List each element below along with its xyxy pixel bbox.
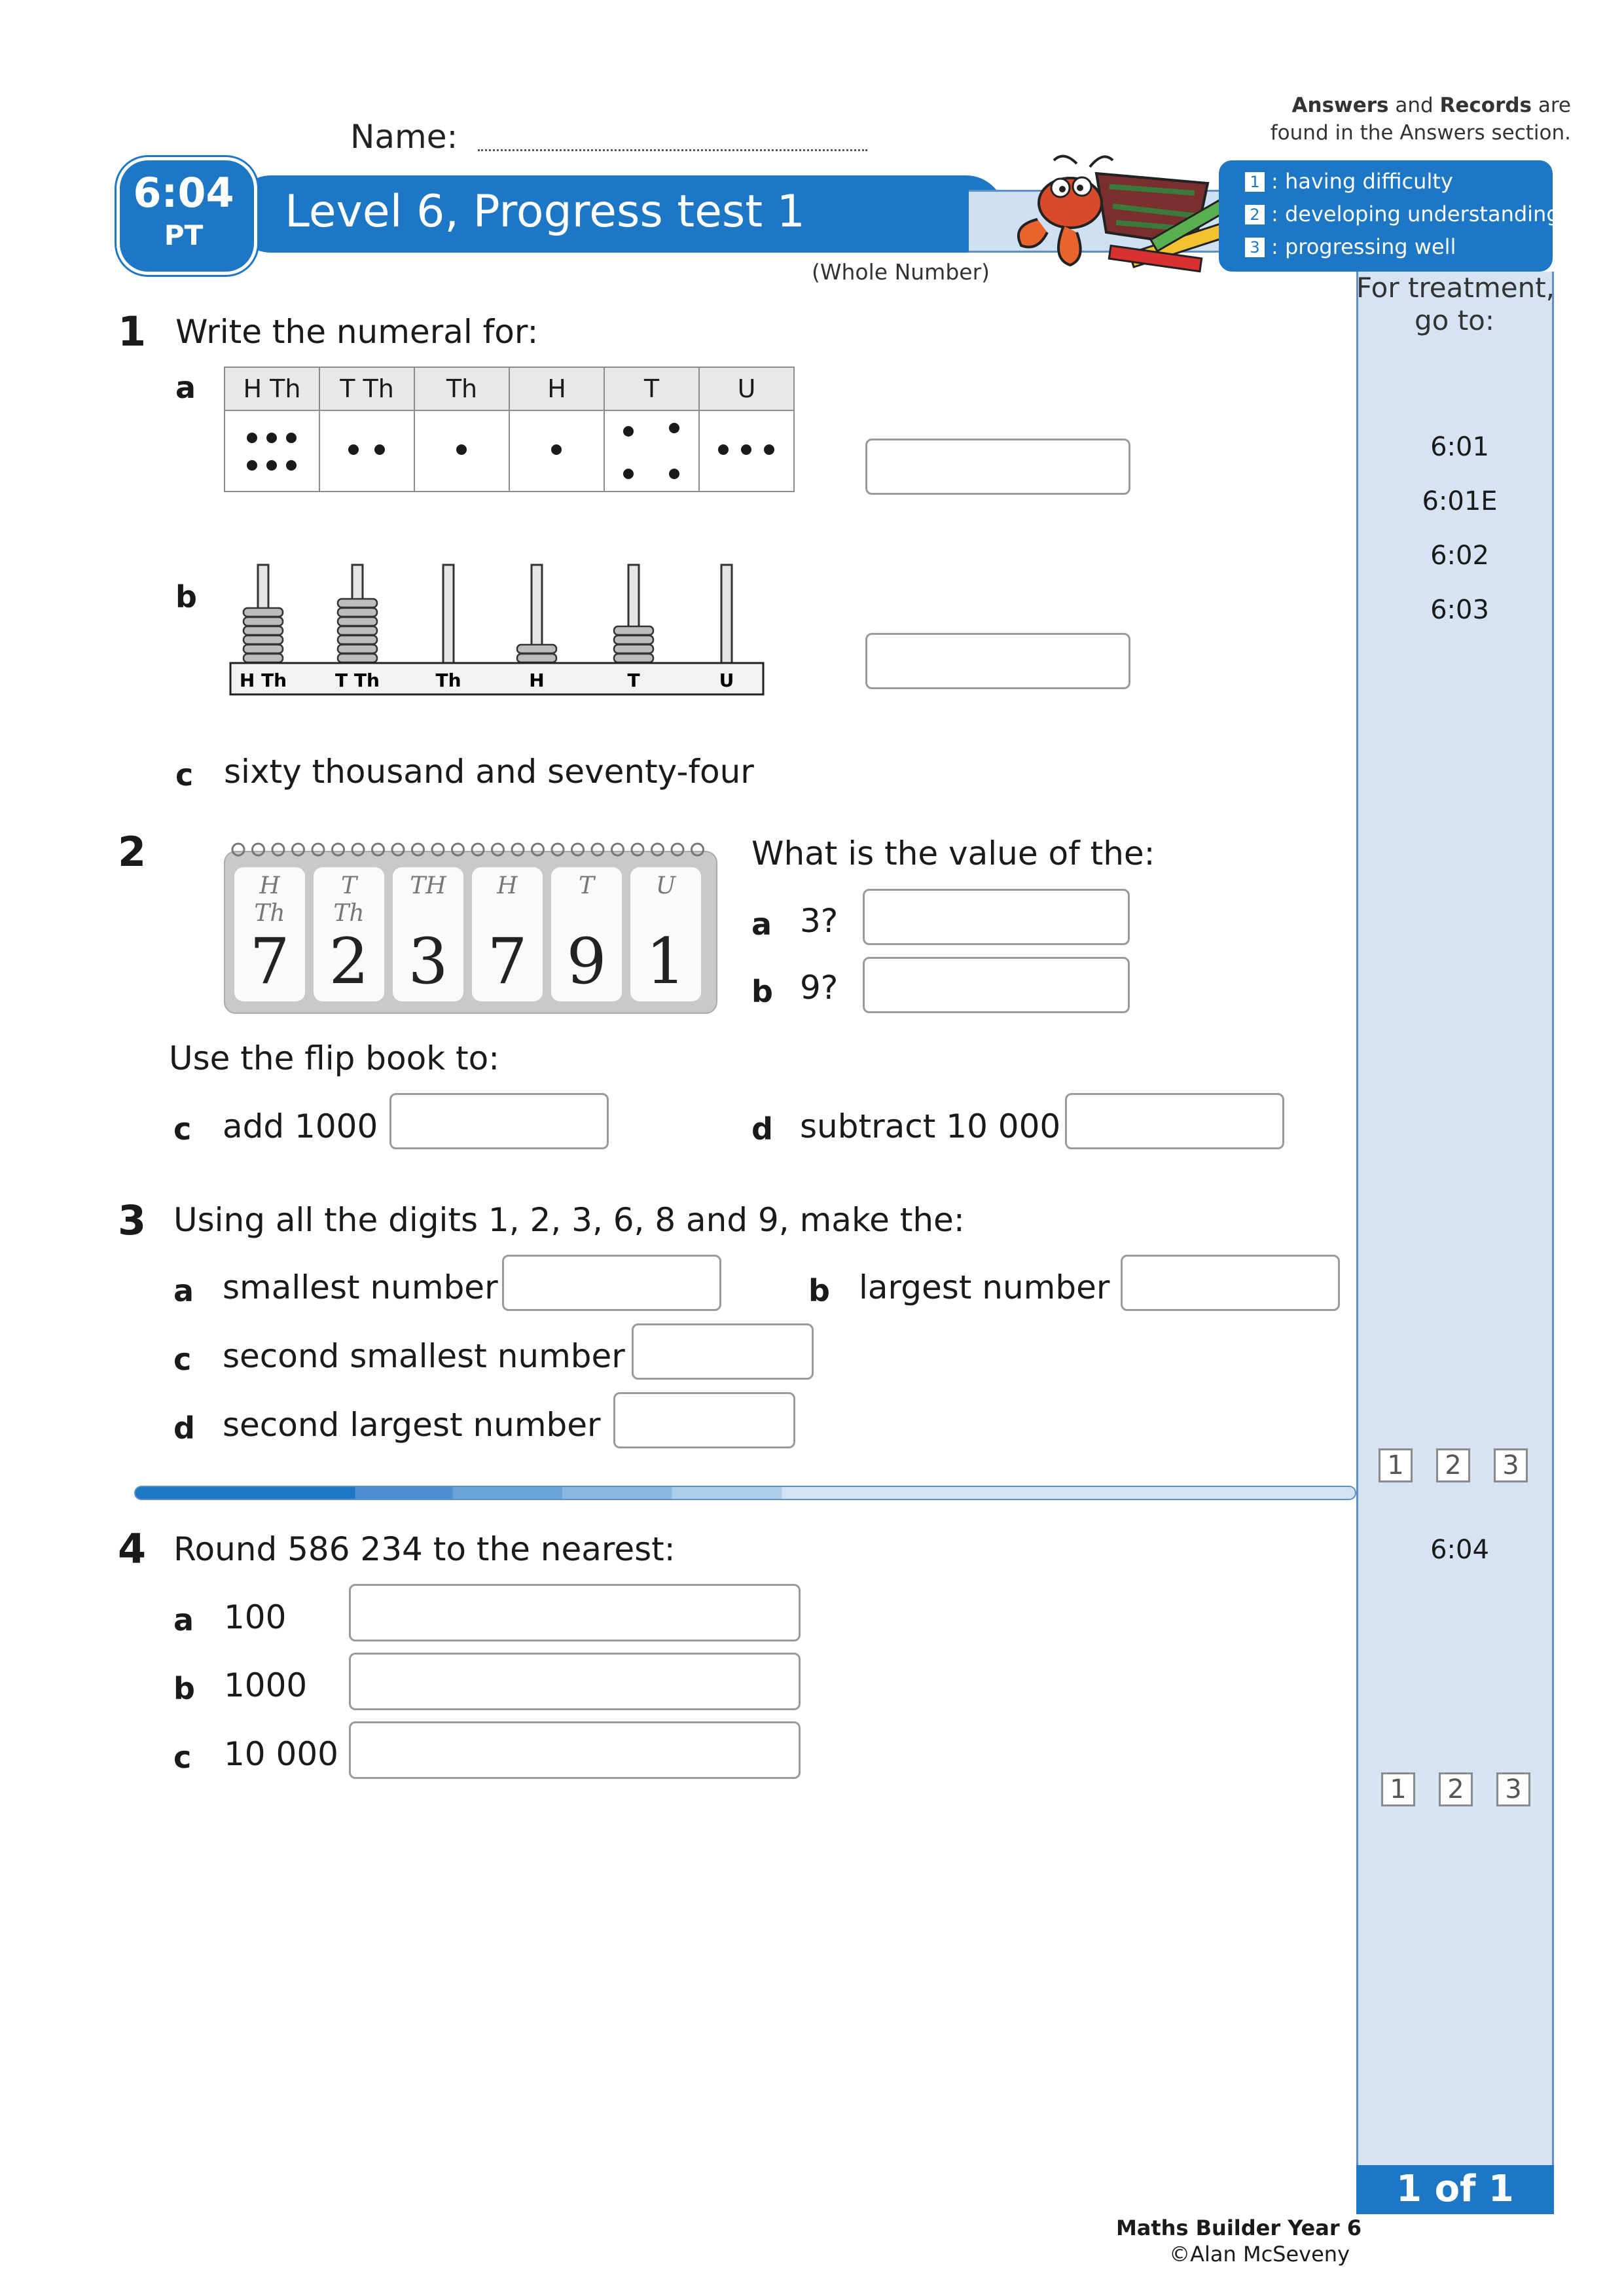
- ring: [253, 844, 264, 855]
- abacus-label: T Th: [335, 670, 380, 691]
- dot-cell: [699, 410, 794, 492]
- ring: [272, 844, 284, 855]
- part-label: b: [751, 974, 773, 1009]
- abacus-bead: [614, 636, 653, 644]
- flip-place-label: T: [340, 872, 357, 899]
- abacus-bead: [244, 636, 283, 644]
- counter-dot: [348, 444, 359, 455]
- question-text: 100: [224, 1598, 287, 1636]
- flip-place-label: U: [655, 872, 676, 899]
- footer-copyright: ©Alan McSeveny: [1169, 2242, 1350, 2267]
- counter-dot: [286, 460, 297, 471]
- abacus-bead: [338, 617, 377, 626]
- section-divider: [134, 1486, 1356, 1500]
- question-prompt: What is the value of the:: [751, 834, 1155, 872]
- answer-box-4a[interactable]: [349, 1584, 801, 1641]
- dot-cell: [225, 410, 319, 492]
- place-header: T: [604, 367, 699, 410]
- question-number: 2: [118, 828, 147, 876]
- flip-digit: 3: [408, 925, 448, 998]
- dot-cell: [414, 410, 509, 492]
- dots: [247, 433, 297, 471]
- treatment-ref[interactable]: 6:02: [1430, 541, 1489, 571]
- counter-dot: [266, 433, 277, 443]
- abacus-label: U: [719, 670, 734, 691]
- part-label: c: [173, 1111, 192, 1147]
- ring: [333, 844, 344, 855]
- ring: [352, 844, 364, 855]
- dots: [348, 444, 385, 455]
- answer-box-2c[interactable]: [389, 1093, 609, 1149]
- part-label: c: [173, 1342, 192, 1377]
- counter-dot: [266, 460, 277, 471]
- place-header: Th: [414, 367, 509, 410]
- ring: [532, 844, 544, 855]
- part-label: a: [173, 1602, 194, 1638]
- counter-dot: [374, 444, 385, 455]
- dots: [456, 444, 467, 455]
- flip-place-label: TH: [410, 872, 446, 899]
- flip-digit: 7: [249, 925, 290, 998]
- record-tick-1[interactable]: 1: [1381, 1772, 1415, 1806]
- question-number: 1: [118, 308, 147, 355]
- ring: [552, 844, 564, 855]
- answers-note: Answers and Records are found in the Answers section.: [1270, 94, 1571, 145]
- ring: [612, 844, 624, 855]
- question-text: add 1000: [223, 1107, 378, 1145]
- question-prompt: Using all the digits 1, 2, 3, 6, 8 and 9, make the:: [173, 1201, 965, 1239]
- flip-place-label: Th: [333, 900, 365, 927]
- part-label: d: [173, 1410, 195, 1446]
- answer-box-3b[interactable]: [1121, 1255, 1340, 1311]
- abacus-bead: [338, 636, 377, 644]
- flip-page[interactable]: [393, 867, 463, 1001]
- mascot-crayfish-icon: [998, 147, 1227, 281]
- abacus-bead: [244, 654, 283, 662]
- counter-dot: [456, 444, 467, 455]
- abacus-bead: [244, 608, 283, 617]
- counter-dot: [247, 433, 257, 443]
- treatment-ref[interactable]: 6:01E: [1422, 486, 1498, 516]
- counter-dot: [286, 433, 297, 443]
- question-prompt: Round 586 234 to the nearest:: [173, 1530, 676, 1568]
- question-text: smallest number: [223, 1268, 498, 1306]
- part-label: a: [751, 906, 772, 942]
- question-text: 9?: [800, 969, 839, 1007]
- answer-box-2a[interactable]: [863, 889, 1130, 945]
- question-text: second smallest number: [223, 1337, 625, 1375]
- counter-dot: [741, 444, 751, 455]
- record-tick-2[interactable]: 2: [1436, 1448, 1470, 1482]
- ring: [312, 844, 324, 855]
- abacus-bead: [338, 608, 377, 617]
- answer-box-3a[interactable]: [502, 1255, 721, 1311]
- page-count: 1 of 1: [1396, 2168, 1514, 2210]
- treatment-ref[interactable]: 6:01: [1430, 432, 1489, 462]
- answer-box-4c[interactable]: [349, 1721, 801, 1779]
- ring: [572, 844, 584, 855]
- code-number: 6:04: [133, 169, 234, 217]
- part-label: a: [175, 370, 196, 405]
- legend-label: : having difficulty: [1271, 169, 1453, 194]
- flip-book-rings: [230, 838, 708, 861]
- name-field[interactable]: [478, 149, 867, 151]
- ring: [512, 844, 524, 855]
- counter-dot: [623, 426, 634, 437]
- abacus-rod: [443, 565, 454, 663]
- record-tick-2[interactable]: 2: [1439, 1772, 1473, 1806]
- counter-dot: [718, 444, 729, 455]
- answer-box-3c[interactable]: [632, 1323, 814, 1380]
- question-number: 3: [118, 1196, 147, 1244]
- page-title: Level 6, Progress test 1: [285, 186, 805, 238]
- counter-dot: [669, 469, 679, 479]
- flip-digit: 9: [566, 925, 607, 998]
- flip-digit: 2: [329, 925, 369, 998]
- dots: [551, 444, 562, 455]
- abacus-bead: [614, 654, 653, 662]
- answer-box-1a[interactable]: [865, 439, 1130, 495]
- answer-box-2b[interactable]: [863, 957, 1130, 1013]
- abacus-bead: [244, 626, 283, 635]
- treatment-ref[interactable]: 6:03: [1430, 595, 1489, 625]
- counter-dot: [247, 460, 257, 471]
- part-label: c: [173, 1740, 192, 1775]
- flip-place-label: T: [578, 872, 594, 899]
- ring: [692, 844, 704, 855]
- part-label: d: [751, 1111, 773, 1147]
- dot-cell: [604, 410, 699, 492]
- page-subtitle: (Whole Number): [812, 259, 990, 285]
- question-text: second largest number: [223, 1406, 601, 1444]
- abacus-rod: [721, 565, 732, 663]
- legend-num: 2: [1245, 205, 1265, 224]
- counter-dot: [764, 444, 774, 455]
- place-header: T Th: [319, 367, 414, 410]
- name-label: Name:: [350, 118, 458, 156]
- answer-box-4b[interactable]: [349, 1653, 801, 1710]
- ring: [432, 844, 444, 855]
- place-header: H Th: [225, 367, 319, 410]
- question-number: 4: [118, 1525, 147, 1573]
- legend-num: 3: [1245, 238, 1265, 257]
- abacus-bead: [338, 645, 377, 653]
- answer-box-2d[interactable]: [1065, 1093, 1284, 1149]
- counter-dot: [623, 469, 634, 479]
- place-value-table: [224, 367, 795, 492]
- counter-dot: [669, 423, 679, 433]
- flip-page[interactable]: [472, 867, 543, 1001]
- flip-place-label: H: [497, 872, 518, 899]
- answer-box-1b[interactable]: [865, 633, 1130, 689]
- abacus-bead: [338, 626, 377, 635]
- record-tick-1[interactable]: 1: [1379, 1448, 1413, 1482]
- ring: [232, 844, 244, 855]
- flip-digit: 7: [487, 925, 528, 998]
- ring: [392, 844, 404, 855]
- question-text: 1000: [224, 1666, 308, 1704]
- abacus-label: H: [529, 670, 545, 691]
- ring: [672, 844, 683, 855]
- part-label: b: [175, 579, 197, 615]
- flip-page[interactable]: [234, 867, 305, 1001]
- abacus-bead: [614, 626, 653, 635]
- abacus-bead: [517, 645, 556, 653]
- flip-page[interactable]: [630, 867, 701, 1001]
- question-prompt: Use the flip book to:: [169, 1039, 500, 1077]
- record-tick-3[interactable]: 3: [1496, 1772, 1530, 1806]
- abacus: [229, 560, 766, 697]
- ring: [293, 844, 304, 855]
- ring: [372, 844, 384, 855]
- ring: [412, 844, 424, 855]
- question-text: sixty thousand and seventy-four: [224, 753, 754, 791]
- part-label: b: [808, 1273, 830, 1308]
- record-tick-3[interactable]: 3: [1494, 1448, 1528, 1482]
- question-text: subtract 10 000: [800, 1107, 1061, 1145]
- flip-digit: 1: [645, 925, 686, 998]
- place-header: U: [699, 367, 794, 410]
- part-label: a: [173, 1273, 194, 1308]
- dot-cell: [319, 410, 414, 492]
- question-text: largest number: [859, 1268, 1110, 1306]
- abacus-label: T: [627, 670, 640, 691]
- ring: [492, 844, 504, 855]
- ring: [632, 844, 643, 855]
- ring: [452, 844, 464, 855]
- answer-box-3d[interactable]: [613, 1392, 795, 1448]
- abacus-label: Th: [435, 670, 461, 691]
- abacus-bead: [517, 654, 556, 662]
- legend-label: : developing understanding: [1271, 202, 1560, 226]
- flip-page[interactable]: [551, 867, 622, 1001]
- abacus-bead: [244, 617, 283, 626]
- legend-num: 1: [1245, 172, 1265, 192]
- question-prompt: Write the numeral for:: [175, 313, 539, 351]
- abacus-bead: [338, 654, 377, 662]
- part-label: b: [173, 1671, 195, 1706]
- code-sub: PT: [164, 219, 204, 251]
- part-label: c: [175, 757, 194, 793]
- ring: [472, 844, 484, 855]
- counter-dot: [551, 444, 562, 455]
- abacus-bead: [244, 645, 283, 653]
- ring: [592, 844, 604, 855]
- abacus-label: H Th: [239, 670, 287, 691]
- dot-cell: [509, 410, 604, 492]
- place-header: H: [509, 367, 604, 410]
- flip-place-label: H: [259, 872, 280, 899]
- footer-book: Maths Builder Year 6: [1115, 2215, 1362, 2240]
- ring: [652, 844, 664, 855]
- flip-page[interactable]: [314, 867, 384, 1001]
- dots: [623, 423, 679, 479]
- flip-place-label: Th: [254, 900, 285, 927]
- legend-label: : progressing well: [1271, 234, 1456, 259]
- abacus-bead: [614, 645, 653, 653]
- sidebar-heading: For treatment, go to:: [1356, 272, 1555, 336]
- treatment-ref[interactable]: 6:04: [1430, 1535, 1489, 1565]
- question-text: 3?: [800, 902, 839, 940]
- dots: [718, 444, 774, 455]
- question-text: 10 000: [224, 1735, 338, 1773]
- abacus-bead: [338, 599, 377, 607]
